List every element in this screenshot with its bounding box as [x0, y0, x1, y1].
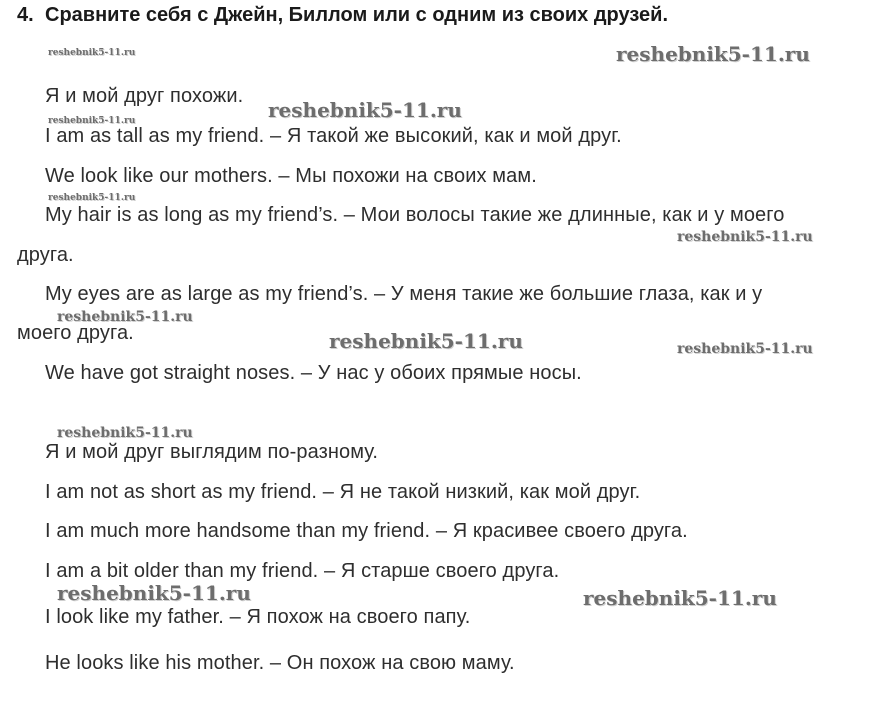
watermark: reshebnik5-11.ru [57, 581, 251, 605]
watermark: reshebnik5-11.ru [616, 42, 810, 66]
section2-heading: Я и мой друг выглядим по-разному. [45, 441, 379, 463]
watermark: reshebnik5-11.ru [268, 98, 462, 122]
section1-line-1: I am as tall as my friend. – Я такой же высокий, как и мой друг. [45, 125, 622, 147]
watermark: reshebnik5-11.ru [48, 48, 136, 58]
watermark: reshebnik5-11.ru [677, 229, 813, 245]
watermark: reshebnik5-11.ru [57, 309, 193, 325]
section1-line-3: My hair is as long as my friend’s. – Мои волосы такие же длинные, как и у моего [45, 204, 785, 226]
watermark: reshebnik5-11.ru [48, 116, 136, 126]
section1-line-5: We have got straight noses. – У нас у обоих прямые носы. [45, 362, 582, 384]
task-number: 4. [17, 4, 34, 26]
section1-heading: Я и мой друг похожи. [45, 85, 244, 107]
section2-line-2: I am much more handsome than my friend. – Я красивее своего друга. [45, 520, 688, 542]
section2-line-5: He looks like his mother. – Он похож на свою маму. [45, 652, 515, 674]
watermark: reshebnik5-11.ru [677, 341, 813, 357]
task-header [17, 4, 668, 27]
section2-line-3: I am a bit older than my friend. – Я старше своего друга. [45, 560, 560, 582]
section1-line-4-cont: моего друга. [17, 322, 134, 344]
watermark: reshebnik5-11.ru [57, 425, 193, 441]
section1-line-2: We look like our mothers. – Мы похожи на своих мам. [45, 165, 537, 187]
watermark: reshebnik5-11.ru [48, 193, 136, 203]
section2-line-1: I am not as short as my friend. – Я не такой низкий, как мой друг. [45, 481, 641, 503]
task-title: Сравните себя с Джейн, Биллом или с одним из своих друзей. [45, 4, 669, 26]
watermark: reshebnik5-11.ru [329, 329, 523, 353]
watermark: reshebnik5-11.ru [583, 586, 777, 610]
section1-line-3-cont: друга. [17, 244, 74, 266]
section1-line-4: My eyes are as large as my friend’s. – У меня такие же большие глаза, как и у [45, 283, 763, 305]
section2-line-4: I look like my father. – Я похож на своего папу. [45, 606, 471, 628]
